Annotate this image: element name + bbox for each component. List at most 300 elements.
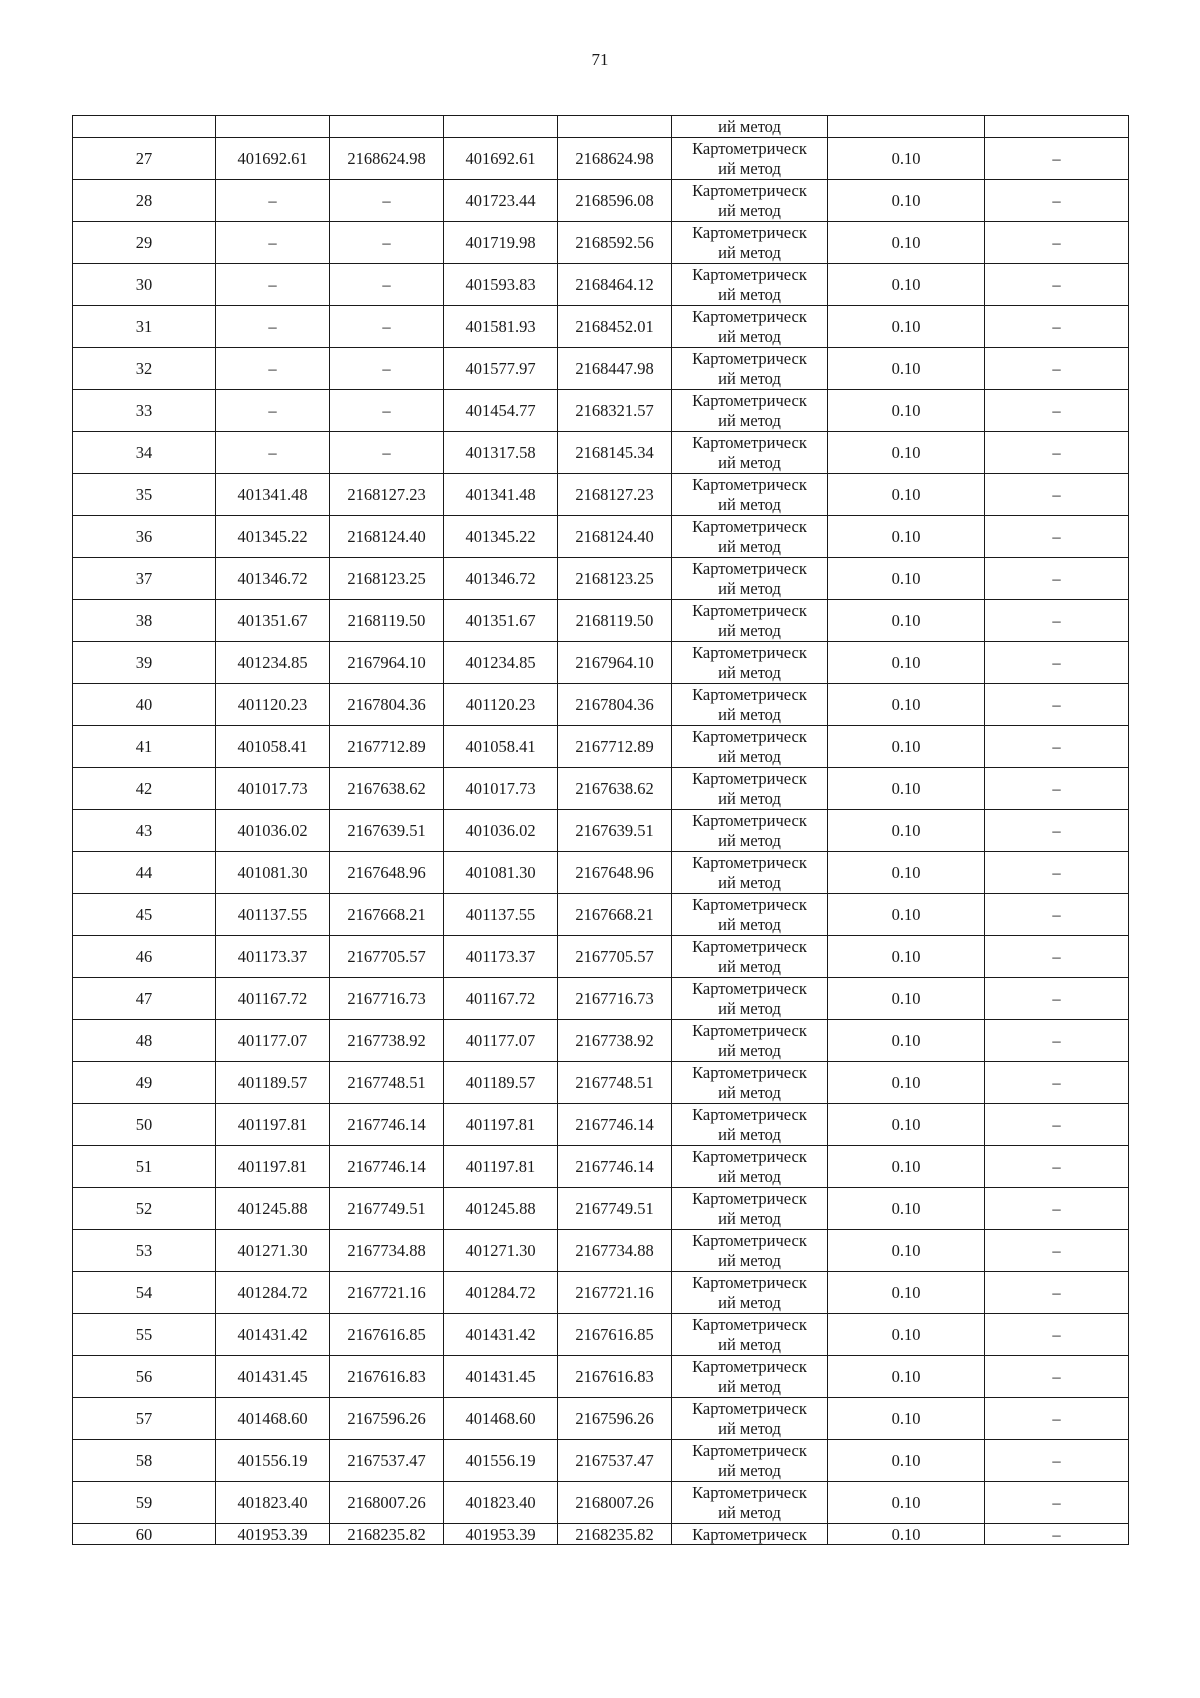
method-line: Картометрическ <box>692 852 807 872</box>
x-existing-cell: 401081.30 <box>216 852 330 894</box>
table-row <box>73 936 1129 978</box>
point-number-cell: 52 <box>73 1188 216 1230</box>
x-new-cell: 401036.02 <box>444 810 558 852</box>
x-existing-cell: 401823.40 <box>216 1482 330 1524</box>
method-line: ий метод <box>718 956 781 976</box>
method-cell <box>672 264 828 306</box>
method-line: ий метод <box>718 1376 781 1396</box>
method-line: Картометрическ <box>692 1440 807 1460</box>
y-new-cell: 2168123.25 <box>558 558 672 600</box>
method-cell <box>672 558 828 600</box>
description-cell: – <box>985 138 1129 180</box>
x-existing-cell: 401345.22 <box>216 516 330 558</box>
y-existing-cell: 2168123.25 <box>330 558 444 600</box>
point-number-cell: 33 <box>73 390 216 432</box>
accuracy-cell: 0.10 <box>828 1020 985 1062</box>
x-new-cell: 401692.61 <box>444 138 558 180</box>
x-new-cell: 401177.07 <box>444 1020 558 1062</box>
x-new-cell: 401173.37 <box>444 936 558 978</box>
y-existing-cell: 2167638.62 <box>330 768 444 810</box>
description-cell: – <box>985 222 1129 264</box>
method-cell <box>672 768 828 810</box>
y-existing-cell: 2168127.23 <box>330 474 444 516</box>
method-line: ий метод <box>718 368 781 388</box>
accuracy-cell: 0.10 <box>828 1230 985 1272</box>
x-new-cell: 401723.44 <box>444 180 558 222</box>
method-line: ий метод <box>718 1082 781 1102</box>
method-line: Картометрическ <box>692 306 807 326</box>
y-new-cell: 2167746.14 <box>558 1104 672 1146</box>
x-existing-cell: – <box>216 306 330 348</box>
description-cell: – <box>985 1482 1129 1524</box>
method-line: Картометрическ <box>692 264 807 284</box>
method-line: ий метод <box>718 1292 781 1312</box>
x-existing-cell: – <box>216 264 330 306</box>
accuracy-cell: 0.10 <box>828 138 985 180</box>
point-number-cell: 36 <box>73 516 216 558</box>
method-line: ий метод <box>718 914 781 934</box>
continuation-row <box>73 116 1129 138</box>
description-cell: – <box>985 894 1129 936</box>
x-new-cell: 401197.81 <box>444 1104 558 1146</box>
table-row <box>73 1482 1129 1524</box>
x-existing-cell: 401692.61 <box>216 138 330 180</box>
page-number: 71 <box>591 50 609 69</box>
accuracy-cell: 0.10 <box>828 180 985 222</box>
point-number-cell: 38 <box>73 600 216 642</box>
method-line: Картометрическ <box>692 348 807 368</box>
accuracy-cell: 0.10 <box>828 894 985 936</box>
description-cell: – <box>985 1314 1129 1356</box>
method-line: Картометрическ <box>692 1398 807 1418</box>
x-new-cell: 401346.72 <box>444 558 558 600</box>
description-cell: – <box>985 600 1129 642</box>
point-number-cell: 54 <box>73 1272 216 1314</box>
x-new-cell: 401081.30 <box>444 852 558 894</box>
point-number-cell: 59 <box>73 1482 216 1524</box>
point-number-cell: 35 <box>73 474 216 516</box>
description-cell: – <box>985 558 1129 600</box>
table-row <box>73 474 1129 516</box>
x-new-cell: 401234.85 <box>444 642 558 684</box>
method-line: Картометрическ <box>692 516 807 536</box>
x-new-cell: 401245.88 <box>444 1188 558 1230</box>
accuracy-cell: 0.10 <box>828 642 985 684</box>
accuracy-cell: 0.10 <box>828 474 985 516</box>
point-number-cell: 29 <box>73 222 216 264</box>
y-new-cell: 2168596.08 <box>558 180 672 222</box>
method-line: ий метод <box>718 1334 781 1354</box>
y-existing-cell: 2167648.96 <box>330 852 444 894</box>
method-cell <box>672 810 828 852</box>
table-row <box>73 180 1129 222</box>
table-row <box>73 432 1129 474</box>
accuracy-cell: 0.10 <box>828 558 985 600</box>
y-new-cell: 2167804.36 <box>558 684 672 726</box>
description-cell: – <box>985 1356 1129 1398</box>
accuracy-cell: 0.10 <box>828 936 985 978</box>
x-existing-cell: – <box>216 432 330 474</box>
description-cell: – <box>985 684 1129 726</box>
method-line: Картометрическ <box>692 1188 807 1208</box>
y-new-cell: 2167616.83 <box>558 1356 672 1398</box>
y-new-cell: 2167734.88 <box>558 1230 672 1272</box>
method-line: ий метод <box>718 1460 781 1480</box>
y-new-cell: 2167616.85 <box>558 1314 672 1356</box>
description-cell: – <box>985 852 1129 894</box>
method-line: Картометрическ <box>692 432 807 452</box>
table-row <box>73 1020 1129 1062</box>
method-cell <box>672 978 828 1020</box>
accuracy-cell: 0.10 <box>828 264 985 306</box>
y-existing-cell: 2167668.21 <box>330 894 444 936</box>
y-existing-cell: – <box>330 222 444 264</box>
method-line: ий метод <box>718 998 781 1018</box>
point-number-cell: 41 <box>73 726 216 768</box>
table-row <box>73 516 1129 558</box>
y-existing-cell: 2167748.51 <box>330 1062 444 1104</box>
method-line: ий метод <box>718 872 781 892</box>
description-cell: – <box>985 348 1129 390</box>
description-cell: – <box>985 978 1129 1020</box>
x-new-cell: 401197.81 <box>444 1146 558 1188</box>
method-line: ий метод <box>718 1502 781 1522</box>
y-existing-cell: – <box>330 264 444 306</box>
method-cell <box>672 684 828 726</box>
y-existing-cell: 2168007.26 <box>330 1482 444 1524</box>
accuracy-cell: 0.10 <box>828 1524 985 1545</box>
method-line: ий метод <box>718 494 781 514</box>
method-line: Картометрическ <box>692 474 807 494</box>
table-row <box>73 264 1129 306</box>
table-cell <box>444 116 558 138</box>
y-existing-cell: – <box>330 306 444 348</box>
y-existing-cell: 2167734.88 <box>330 1230 444 1272</box>
description-cell: – <box>985 936 1129 978</box>
y-new-cell: 2168452.01 <box>558 306 672 348</box>
method-cell <box>672 1398 828 1440</box>
accuracy-cell: 0.10 <box>828 516 985 558</box>
table-row <box>73 222 1129 264</box>
x-existing-cell: – <box>216 180 330 222</box>
y-new-cell: 2168235.82 <box>558 1524 672 1545</box>
method-cell <box>672 1188 828 1230</box>
table-row <box>73 1062 1129 1104</box>
table-row <box>73 1272 1129 1314</box>
y-new-cell: 2168624.98 <box>558 138 672 180</box>
point-number-cell: 50 <box>73 1104 216 1146</box>
table-row <box>73 1524 1129 1545</box>
y-existing-cell: 2167964.10 <box>330 642 444 684</box>
y-existing-cell: 2168124.40 <box>330 516 444 558</box>
table-row <box>73 1104 1129 1146</box>
y-new-cell: 2168145.34 <box>558 432 672 474</box>
x-existing-cell: 401284.72 <box>216 1272 330 1314</box>
x-new-cell: 401431.45 <box>444 1356 558 1398</box>
table-row <box>73 1146 1129 1188</box>
description-cell: – <box>985 390 1129 432</box>
y-new-cell: 2168464.12 <box>558 264 672 306</box>
y-existing-cell: 2167616.83 <box>330 1356 444 1398</box>
method-cell <box>672 138 828 180</box>
method-cell <box>672 1230 828 1272</box>
point-number-cell: 51 <box>73 1146 216 1188</box>
x-existing-cell: 401017.73 <box>216 768 330 810</box>
description-cell: – <box>985 768 1129 810</box>
method-line: Картометрическ <box>692 1272 807 1292</box>
method-line: ий метод <box>718 1124 781 1144</box>
method-line: ий метод <box>718 1418 781 1438</box>
y-new-cell: 2168447.98 <box>558 348 672 390</box>
method-line: ий метод <box>718 242 781 262</box>
x-new-cell: 401137.55 <box>444 894 558 936</box>
table-body <box>73 116 1129 1545</box>
x-existing-cell: 401036.02 <box>216 810 330 852</box>
description-cell: – <box>985 1020 1129 1062</box>
point-number-cell: 58 <box>73 1440 216 1482</box>
accuracy-cell: 0.10 <box>828 810 985 852</box>
method-cell <box>672 390 828 432</box>
method-line: ий метод <box>718 1208 781 1228</box>
method-line: ий метод <box>718 1166 781 1186</box>
y-new-cell: 2168321.57 <box>558 390 672 432</box>
method-line: ий метод <box>718 536 781 556</box>
method-cell <box>672 1062 828 1104</box>
x-existing-cell: 401556.19 <box>216 1440 330 1482</box>
x-new-cell: 401341.48 <box>444 474 558 516</box>
y-new-cell: 2167648.96 <box>558 852 672 894</box>
accuracy-cell: 0.10 <box>828 306 985 348</box>
y-existing-cell: – <box>330 432 444 474</box>
table-row <box>73 684 1129 726</box>
x-new-cell: 401556.19 <box>444 1440 558 1482</box>
x-existing-cell: 401468.60 <box>216 1398 330 1440</box>
x-new-cell: 401719.98 <box>444 222 558 264</box>
method-line: ий метод <box>718 158 781 178</box>
point-number-cell: 32 <box>73 348 216 390</box>
method-line: Картометрическ <box>692 1230 807 1250</box>
x-existing-cell: 401341.48 <box>216 474 330 516</box>
description-cell: – <box>985 474 1129 516</box>
y-new-cell: 2167738.92 <box>558 1020 672 1062</box>
x-existing-cell: 401120.23 <box>216 684 330 726</box>
method-line: Картометрическ <box>692 1104 807 1124</box>
accuracy-cell: 0.10 <box>828 348 985 390</box>
point-number-cell: 28 <box>73 180 216 222</box>
accuracy-cell: 0.10 <box>828 1272 985 1314</box>
y-existing-cell: 2167537.47 <box>330 1440 444 1482</box>
method-line: Картометрическ <box>692 180 807 200</box>
x-new-cell: 401953.39 <box>444 1524 558 1545</box>
y-new-cell: 2168119.50 <box>558 600 672 642</box>
method-cell <box>672 600 828 642</box>
method-cell <box>672 642 828 684</box>
point-number-cell: 53 <box>73 1230 216 1272</box>
y-existing-cell: 2167738.92 <box>330 1020 444 1062</box>
x-existing-cell: 401197.81 <box>216 1146 330 1188</box>
y-existing-cell: 2167746.14 <box>330 1146 444 1188</box>
table-row <box>73 894 1129 936</box>
description-cell: – <box>985 810 1129 852</box>
x-existing-cell: 401953.39 <box>216 1524 330 1545</box>
point-number-cell: 40 <box>73 684 216 726</box>
method-line: ий метод <box>718 284 781 304</box>
y-new-cell: 2167668.21 <box>558 894 672 936</box>
point-number-cell: 47 <box>73 978 216 1020</box>
table-row <box>73 1314 1129 1356</box>
x-existing-cell: 401431.45 <box>216 1356 330 1398</box>
description-cell: – <box>985 1062 1129 1104</box>
table-cell <box>828 116 985 138</box>
point-number-cell: 56 <box>73 1356 216 1398</box>
y-existing-cell: – <box>330 180 444 222</box>
method-cell <box>672 1104 828 1146</box>
point-number-cell: 39 <box>73 642 216 684</box>
method-line: Картометрическ <box>692 1146 807 1166</box>
point-number-cell: 43 <box>73 810 216 852</box>
description-cell: – <box>985 642 1129 684</box>
x-existing-cell: 401346.72 <box>216 558 330 600</box>
x-existing-cell: 401173.37 <box>216 936 330 978</box>
description-cell: – <box>985 180 1129 222</box>
point-number-cell: 48 <box>73 1020 216 1062</box>
method-line: ий метод <box>718 1040 781 1060</box>
table-row <box>73 1356 1129 1398</box>
table-row <box>73 1440 1129 1482</box>
y-existing-cell: 2167804.36 <box>330 684 444 726</box>
method-line: Картометрическ <box>692 936 807 956</box>
description-cell: – <box>985 1146 1129 1188</box>
method-cell <box>672 348 828 390</box>
accuracy-cell: 0.10 <box>828 600 985 642</box>
method-line: Картометрическ <box>692 1356 807 1376</box>
method-line: ий метод <box>718 326 781 346</box>
method-cell <box>672 516 828 558</box>
accuracy-cell: 0.10 <box>828 1188 985 1230</box>
y-existing-cell: 2168624.98 <box>330 138 444 180</box>
x-existing-cell: 401431.42 <box>216 1314 330 1356</box>
method-line: ий метод <box>718 830 781 850</box>
point-number-cell: 27 <box>73 138 216 180</box>
description-cell: – <box>985 1230 1129 1272</box>
point-number-cell: 37 <box>73 558 216 600</box>
y-existing-cell: 2167716.73 <box>330 978 444 1020</box>
accuracy-cell: 0.10 <box>828 1062 985 1104</box>
y-new-cell: 2167537.47 <box>558 1440 672 1482</box>
method-cell: ий метод <box>672 116 828 138</box>
table-row <box>73 978 1129 1020</box>
method-cell <box>672 1356 828 1398</box>
y-existing-cell: 2168119.50 <box>330 600 444 642</box>
table-row <box>73 600 1129 642</box>
accuracy-cell: 0.10 <box>828 978 985 1020</box>
y-new-cell: 2167716.73 <box>558 978 672 1020</box>
method-line: Картометрическ <box>692 726 807 746</box>
table-row <box>73 1188 1129 1230</box>
y-new-cell: 2167964.10 <box>558 642 672 684</box>
method-line: ий метод <box>718 662 781 682</box>
y-new-cell: 2167749.51 <box>558 1188 672 1230</box>
x-new-cell: 401189.57 <box>444 1062 558 1104</box>
method-line: Картометрическ <box>692 558 807 578</box>
y-existing-cell: 2167639.51 <box>330 810 444 852</box>
method-line: Картометрическ <box>692 642 807 662</box>
method-cell <box>672 1482 828 1524</box>
y-existing-cell: 2167721.16 <box>330 1272 444 1314</box>
y-existing-cell: – <box>330 390 444 432</box>
table-row <box>73 642 1129 684</box>
table-row <box>73 138 1129 180</box>
method-cell: Картометрическ <box>672 1524 828 1545</box>
x-existing-cell: 401197.81 <box>216 1104 330 1146</box>
x-existing-cell: 401137.55 <box>216 894 330 936</box>
method-line: Картометрическ <box>692 138 807 158</box>
point-number-cell: 42 <box>73 768 216 810</box>
x-existing-cell: 401245.88 <box>216 1188 330 1230</box>
method-cell <box>672 306 828 348</box>
y-existing-cell: 2168235.82 <box>330 1524 444 1545</box>
description-cell: – <box>985 1104 1129 1146</box>
description-cell: – <box>985 1524 1129 1545</box>
y-existing-cell: 2167705.57 <box>330 936 444 978</box>
coordinates-table <box>72 115 1129 1545</box>
x-existing-cell: 401167.72 <box>216 978 330 1020</box>
method-cell <box>672 1020 828 1062</box>
x-new-cell: 401581.93 <box>444 306 558 348</box>
table-cell <box>330 116 444 138</box>
x-new-cell: 401271.30 <box>444 1230 558 1272</box>
accuracy-cell: 0.10 <box>828 852 985 894</box>
method-cell <box>672 726 828 768</box>
method-line: Картометрическ <box>692 810 807 830</box>
x-new-cell: 401577.97 <box>444 348 558 390</box>
accuracy-cell: 0.10 <box>828 726 985 768</box>
y-existing-cell: – <box>330 348 444 390</box>
y-new-cell: 2167721.16 <box>558 1272 672 1314</box>
method-cell <box>672 1146 828 1188</box>
x-new-cell: 401017.73 <box>444 768 558 810</box>
method-cell <box>672 1314 828 1356</box>
y-new-cell: 2168127.23 <box>558 474 672 516</box>
method-line: Картометрическ <box>692 600 807 620</box>
x-new-cell: 401431.42 <box>444 1314 558 1356</box>
method-line: ий метод <box>718 620 781 640</box>
table-cell <box>985 116 1129 138</box>
x-new-cell: 401345.22 <box>444 516 558 558</box>
x-existing-cell: 401271.30 <box>216 1230 330 1272</box>
x-existing-cell: 401058.41 <box>216 726 330 768</box>
description-cell: – <box>985 726 1129 768</box>
table-row <box>73 1398 1129 1440</box>
method-line: Картометрическ <box>692 1062 807 1082</box>
table-row <box>73 390 1129 432</box>
method-line: ий метод <box>718 746 781 766</box>
x-new-cell: 401284.72 <box>444 1272 558 1314</box>
method-cell <box>672 852 828 894</box>
method-line: ий метод <box>718 200 781 220</box>
x-existing-cell: – <box>216 390 330 432</box>
y-new-cell: 2168007.26 <box>558 1482 672 1524</box>
method-cell <box>672 1440 828 1482</box>
method-line: Картометрическ <box>692 1020 807 1040</box>
accuracy-cell: 0.10 <box>828 1482 985 1524</box>
table-row <box>73 348 1129 390</box>
method-line: Картометрическ <box>692 390 807 410</box>
description-cell: – <box>985 1188 1129 1230</box>
point-number-cell: 46 <box>73 936 216 978</box>
point-number-cell: 31 <box>73 306 216 348</box>
method-line: ий метод <box>718 452 781 472</box>
